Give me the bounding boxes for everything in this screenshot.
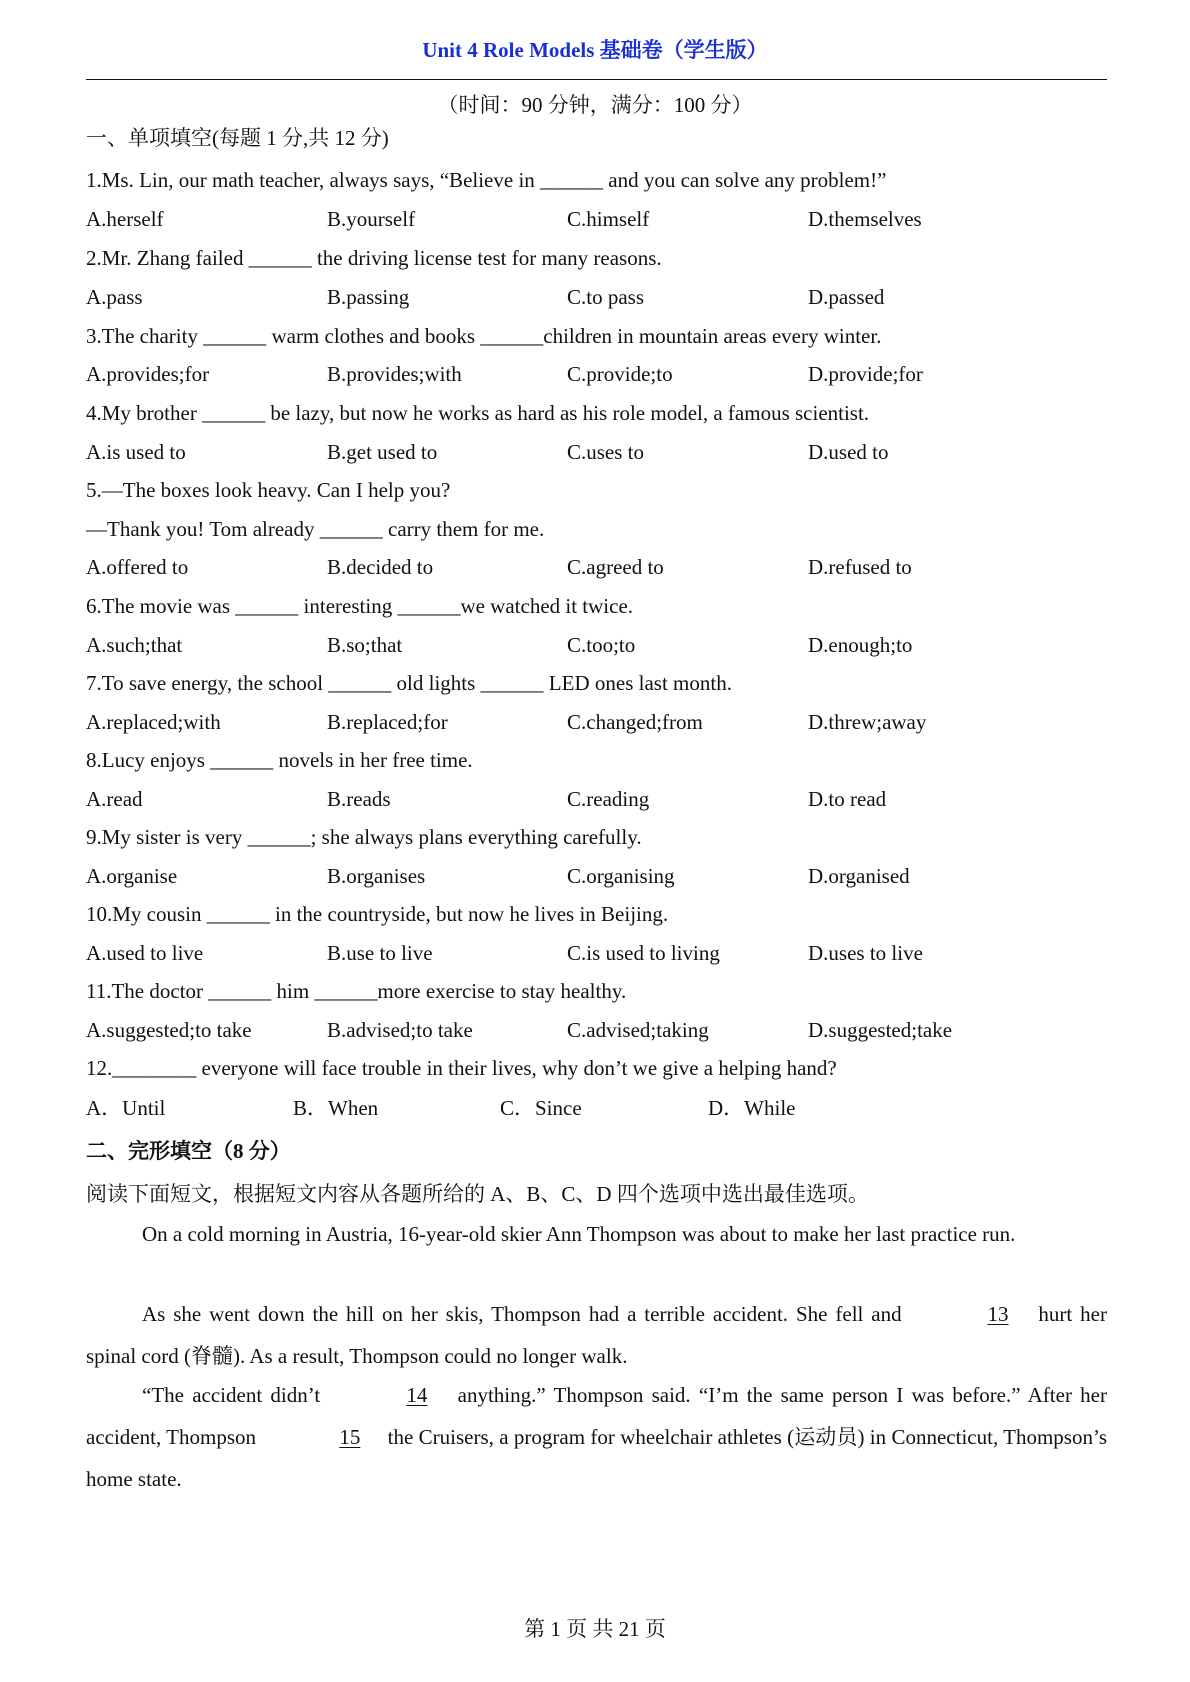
blank-15: 15 bbox=[339, 1425, 361, 1449]
question-12-stem: 12.________ everyone will face trouble in their lives, why don’t we give a helping hand? bbox=[86, 1056, 837, 1080]
question-2-stem: 2.Mr. Zhang failed ______ the driving license test for many reasons. bbox=[86, 246, 662, 270]
q10-option-a: A.used to live bbox=[86, 941, 204, 965]
q3-option-a: A.provides;for bbox=[86, 362, 210, 386]
q1-option-c: C.himself bbox=[567, 207, 650, 231]
q6-option-c: C.too;to bbox=[567, 633, 636, 657]
q4-option-c: C.uses to bbox=[567, 440, 645, 464]
q10-option-d: D.uses to live bbox=[808, 941, 923, 965]
q1-option-d: D.themselves bbox=[808, 207, 922, 231]
q11-option-c: C.advised;taking bbox=[567, 1018, 709, 1042]
passage-paragraph-3 bbox=[86, 1374, 1107, 1500]
section1-heading: 一、单项填空(每题 1 分,共 12 分) bbox=[86, 126, 389, 150]
question-5-reply: —Thank you! Tom already ______ carry them for me. bbox=[86, 517, 545, 541]
passage-text: As she went down the hill on her skis, Thompson had a terrible accident. She fell and bbox=[142, 1302, 910, 1326]
q1-option-b: B.yourself bbox=[327, 207, 416, 231]
passage-text: “The accident didn’t bbox=[142, 1383, 329, 1407]
q5-option-c: C.agreed to bbox=[567, 555, 664, 579]
q6-option-a: A.such;that bbox=[86, 633, 183, 657]
q2-option-d: D.passed bbox=[808, 285, 885, 309]
q4-option-a: A.is used to bbox=[86, 440, 186, 464]
q3-option-b: B.provides;with bbox=[327, 362, 462, 386]
q4-option-b: B.get used to bbox=[327, 440, 438, 464]
question-7-stem: 7.To save energy, the school ______ old lights ______ LED ones last month. bbox=[86, 671, 732, 695]
q5-option-d: D.refused to bbox=[808, 555, 912, 579]
q7-option-d: D.threw;away bbox=[808, 710, 927, 734]
q7-option-c: C.changed;from bbox=[567, 710, 703, 734]
q10-option-c: C.is used to living bbox=[567, 941, 720, 965]
passage-text: hurt her spinal cord (脊髓). As a result, Thompson could no longer walk. bbox=[86, 1302, 1107, 1368]
passage-text: the Cruisers, a program for wheelchair athletes (运动员) in Connecticut, Thompson’s home state. bbox=[86, 1425, 1107, 1491]
q8-option-d: D.to read bbox=[808, 787, 887, 811]
q11-option-a: A.suggested;to take bbox=[86, 1018, 252, 1042]
q2-option-c: C.to pass bbox=[567, 285, 645, 309]
q7-option-b: B.replaced;for bbox=[327, 710, 448, 734]
question-3-stem: 3.The charity ______ warm clothes and books ______children in mountain areas every winter. bbox=[86, 324, 882, 348]
q2-option-a: A.pass bbox=[86, 285, 143, 309]
q10-option-b: B.use to live bbox=[327, 941, 433, 965]
section2-instruction: 阅读下面短文，根据短文内容从各题所给的 A、B、C、D 四个选项中选出最佳选项。 bbox=[86, 1182, 869, 1206]
q12-option-b: B．When bbox=[293, 1096, 379, 1120]
question-11-stem: 11.The doctor ______ him ______more exercise to stay healthy. bbox=[86, 979, 627, 1003]
q11-option-b: B.advised;to take bbox=[327, 1018, 473, 1042]
q6-option-d: D.enough;to bbox=[808, 633, 913, 657]
q12-option-a: A．Until bbox=[86, 1096, 166, 1120]
q7-option-a: A.replaced;with bbox=[86, 710, 221, 734]
q5-option-a: A.offered to bbox=[86, 555, 189, 579]
q9-option-a: A.organise bbox=[86, 864, 178, 888]
q8-option-b: B.reads bbox=[327, 787, 391, 811]
q2-option-b: B.passing bbox=[327, 285, 410, 309]
question-1-stem: 1.Ms. Lin, our math teacher, always says, “Believe in ______ and you can solve any problem!” bbox=[86, 168, 887, 192]
question-8-stem: 8.Lucy enjoys ______ novels in her free time. bbox=[86, 748, 473, 772]
exam-info: （时间：90 分钟，满分：100 分） bbox=[437, 93, 753, 117]
q6-option-b: B.so;that bbox=[327, 633, 403, 657]
q8-option-c: C.reading bbox=[567, 787, 650, 811]
question-5-stem: 5.—The boxes look heavy. Can I help you? bbox=[86, 478, 451, 502]
question-4-stem: 4.My brother ______ be lazy, but now he works as hard as his role model, a famous scientist. bbox=[86, 401, 870, 425]
question-6-stem: 6.The movie was ______ interesting ______we watched it twice. bbox=[86, 594, 634, 618]
q12-option-d: D．While bbox=[708, 1096, 796, 1120]
q5-option-b: B.decided to bbox=[327, 555, 434, 579]
passage-paragraph-2 bbox=[86, 1293, 1107, 1377]
header-divider bbox=[86, 79, 1107, 80]
passage-text: anything.” Thompson said. “I’m the same person I was before.” After her accident, Thompson bbox=[86, 1383, 1107, 1449]
q4-option-d: D.used to bbox=[808, 440, 889, 464]
question-10-stem: 10.My cousin ______ in the countryside, but now he lives in Beijing. bbox=[86, 902, 669, 926]
q9-option-c: C.organising bbox=[567, 864, 675, 888]
blank-14: 14 bbox=[406, 1383, 428, 1407]
q12-option-c: C．Since bbox=[500, 1096, 582, 1120]
blank-13: 13 bbox=[987, 1302, 1009, 1326]
q8-option-a: A.read bbox=[86, 787, 143, 811]
q11-option-d: D.suggested;take bbox=[808, 1018, 953, 1042]
q9-option-b: B.organises bbox=[327, 864, 426, 888]
passage-paragraph-1: On a cold morning in Austria, 16-year-old skier Ann Thompson was about to make her last practice run. bbox=[142, 1222, 1016, 1246]
section2-heading: 二、完形填空（8 分） bbox=[86, 1139, 291, 1163]
page-footer: 第 1 页 共 21 页 bbox=[524, 1617, 666, 1641]
page-title: Unit 4 Role Models 基础卷（学生版） bbox=[422, 38, 768, 62]
q9-option-d: D.organised bbox=[808, 864, 910, 888]
q1-option-a: A.herself bbox=[86, 207, 164, 231]
q3-option-d: D.provide;for bbox=[808, 362, 923, 386]
q3-option-c: C.provide;to bbox=[567, 362, 673, 386]
question-9-stem: 9.My sister is very ______; she always plans everything carefully. bbox=[86, 825, 642, 849]
